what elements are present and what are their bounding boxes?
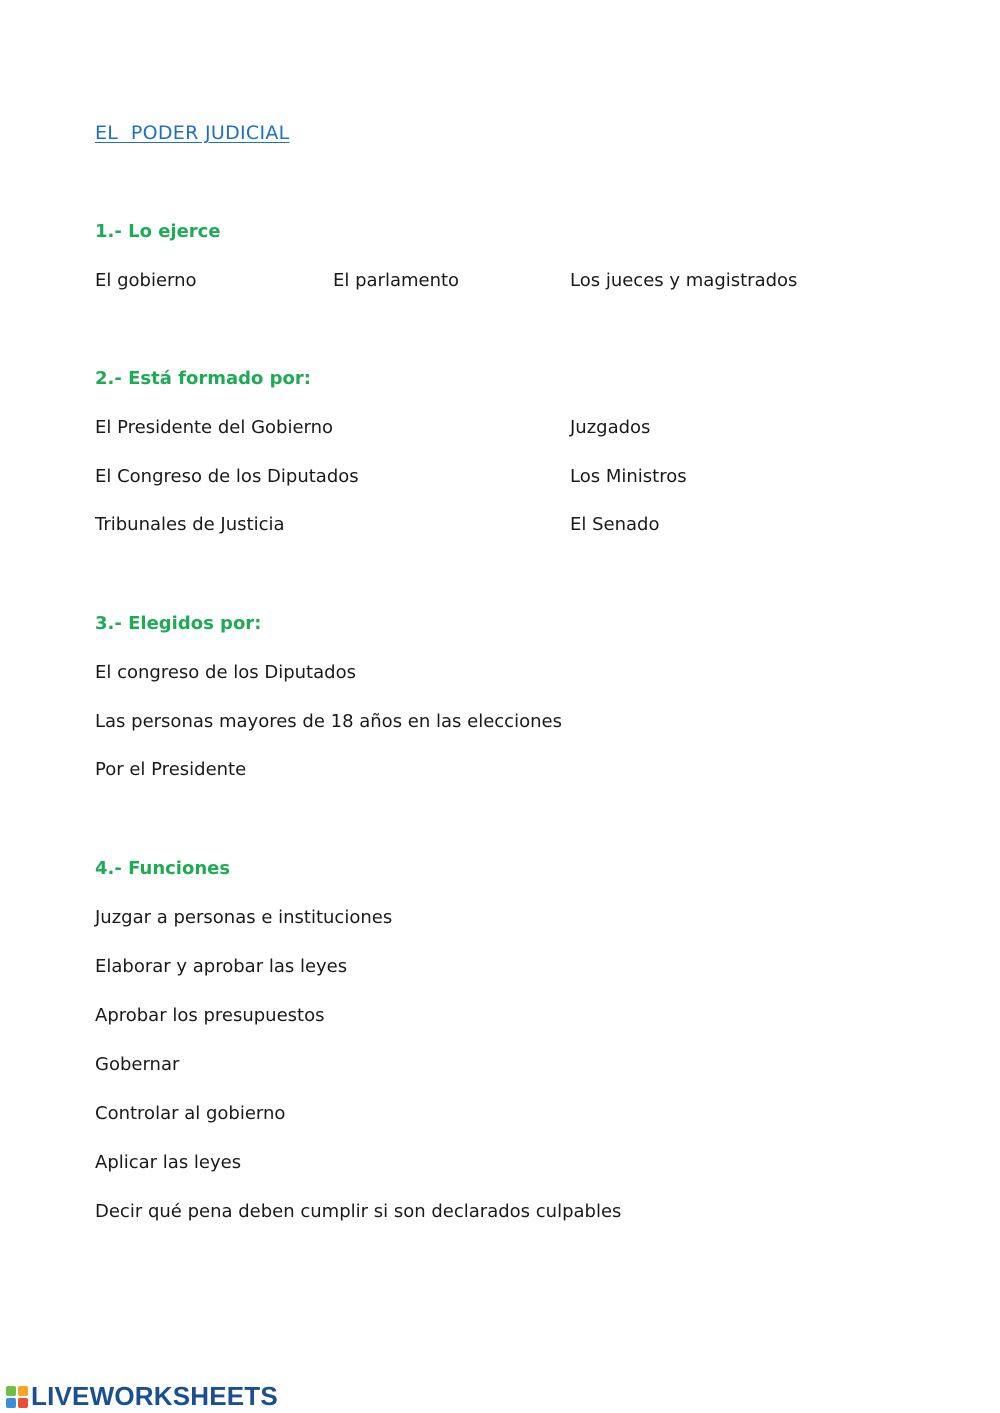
section-2-heading: 2.- Está formado por: [95,368,311,389]
option-los-ministros[interactable]: Los Ministros [570,466,687,487]
option-gobernar[interactable]: Gobernar [95,1054,180,1075]
logo-mark-icon [6,1386,28,1408]
option-jueces-magistrados[interactable]: Los jueces y magistrados [570,270,798,291]
option-elaborar-aprobar-leyes[interactable]: Elaborar y aprobar las leyes [95,956,348,977]
option-aprobar-presupuestos[interactable]: Aprobar los presupuestos [95,1005,325,1026]
option-aplicar-leyes[interactable]: Aplicar las leyes [95,1152,242,1173]
worksheet-title[interactable]: EL PODER JUDICIAL [95,122,290,144]
option-congreso-diputados[interactable]: El Congreso de los Diputados [95,466,359,487]
option-personas-mayores-18[interactable]: Las personas mayores de 18 años en las elecciones [95,711,562,732]
logo-text: LIVEWORKSHEETS [31,1381,278,1411]
option-tribunales-justicia[interactable]: Tribunales de Justicia [95,514,285,535]
liveworksheets-logo [6,1381,278,1412]
section-4-heading: 4.- Funciones [95,858,231,879]
section-3-heading: 3.- Elegidos por: [95,613,262,634]
option-el-gobierno[interactable]: El gobierno [95,270,197,291]
section-1-heading: 1.- Lo ejerce [95,221,221,242]
option-presidente-gobierno[interactable]: El Presidente del Gobierno [95,417,334,438]
option-decir-que-pena[interactable]: Decir qué pena deben cumplir si son declarados culpables [95,1201,622,1222]
option-juzgar-personas[interactable]: Juzgar a personas e instituciones [95,907,393,928]
option-por-el-presidente[interactable]: Por el Presidente [95,759,247,780]
option-controlar-gobierno[interactable]: Controlar al gobierno [95,1103,286,1124]
option-congreso-diputados-eleccion[interactable]: El congreso de los Diputados [95,662,356,683]
option-el-parlamento[interactable]: El parlamento [333,270,460,291]
option-el-senado[interactable]: El Senado [570,514,660,535]
option-juzgados[interactable]: Juzgados [570,417,651,438]
